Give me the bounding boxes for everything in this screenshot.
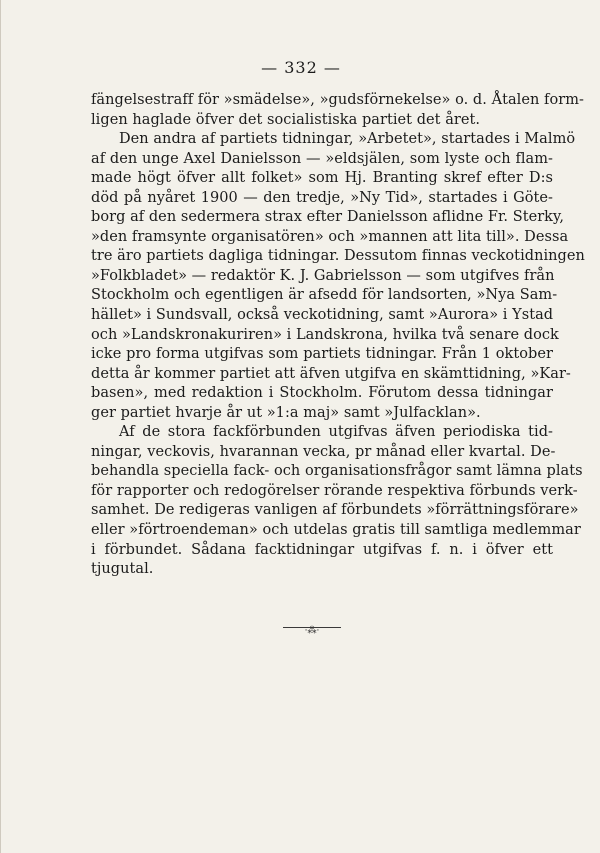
text-line: behandla speciella fack- och organisationsfrågor samt lämna plats: [91, 463, 583, 480]
text-line: tjugutal.: [91, 561, 154, 578]
text-line: Stockholm och egentligen är afsedd för landsorten, »Nya Sam-: [91, 287, 558, 304]
text-line: ningar, veckovis, hvarannan vecka, pr månad eller kvartal. De-: [91, 443, 556, 460]
text-line: Den andra af partiets tidningar, »Arbetet», startades i Malmö: [119, 131, 576, 148]
text-line: samhet. De redigeras vanligen af förbundets »förrättningsförare»: [91, 502, 579, 519]
ornament-flourish-icon: ·⁂·: [304, 626, 320, 636]
text-line: af den unge Axel Danielsson — »eldsjälen, som lyste och flam-: [91, 150, 553, 167]
text-line: »den framsynte organisatören» och »mannen att lita till». Dessa: [91, 228, 569, 245]
text-line: i förbundet. Sådana facktidningar utgifvas f. n. i öfver ett: [91, 541, 553, 558]
body-text: [91, 91, 585, 580]
text-line: icke pro forma utgifvas som partiets tidningar. Från 1 oktober: [91, 346, 553, 363]
text-line: ger partiet hvarje år ut »1:a maj» samt »Julfacklan».: [91, 404, 481, 421]
text-line: hället» i Sundsvall, också veckotidning, samt »Aurora» i Ystad: [91, 307, 554, 324]
page-number: — 332 —: [261, 58, 341, 77]
text-line: för rapporter och redogörelser rörande respektiva förbunds verk-: [91, 482, 578, 499]
text-line: detta år kommer partiet att äfven utgifva en skämttidning, »Kar-: [91, 365, 571, 382]
text-line: ligen haglade öfver det socialistiska partiet det året.: [91, 111, 481, 128]
text-line: basen», med redaktion i Stockholm. Förutom dessa tidningar: [91, 385, 553, 402]
text-line: made högt öfver allt folket» som Hj. Branting skref efter D:s: [91, 170, 553, 187]
text-line: »Folkbladet» — redaktör K. J. Gabrielsson — som utgifves från: [91, 267, 555, 284]
text-line: och »Landskronakuriren» i Landskrona, hvilka två senare dock: [91, 326, 559, 343]
text-line: eller »förtroendeman» och utdelas gratis till samtliga medlemmar: [91, 522, 581, 539]
text-line: död på nyåret 1900 — den tredje, »Ny Tid», startades i Göte-: [91, 189, 553, 206]
text-line: fängelsestraff för »smädelse», »gudsförnekelse» o. d. Åtalen form-: [91, 92, 584, 108]
text-line: Af de stora fackförbunden utgifvas äfven periodiska tid-: [119, 424, 553, 441]
text-line: borg af den sedermera strax efter Danielsson aflidne Fr. Sterky,: [91, 209, 564, 226]
section-end-ornament: [283, 624, 341, 644]
text-line: tre äro partiets dagliga tidningar. Dessutom finnas veckotidningen: [91, 248, 585, 265]
